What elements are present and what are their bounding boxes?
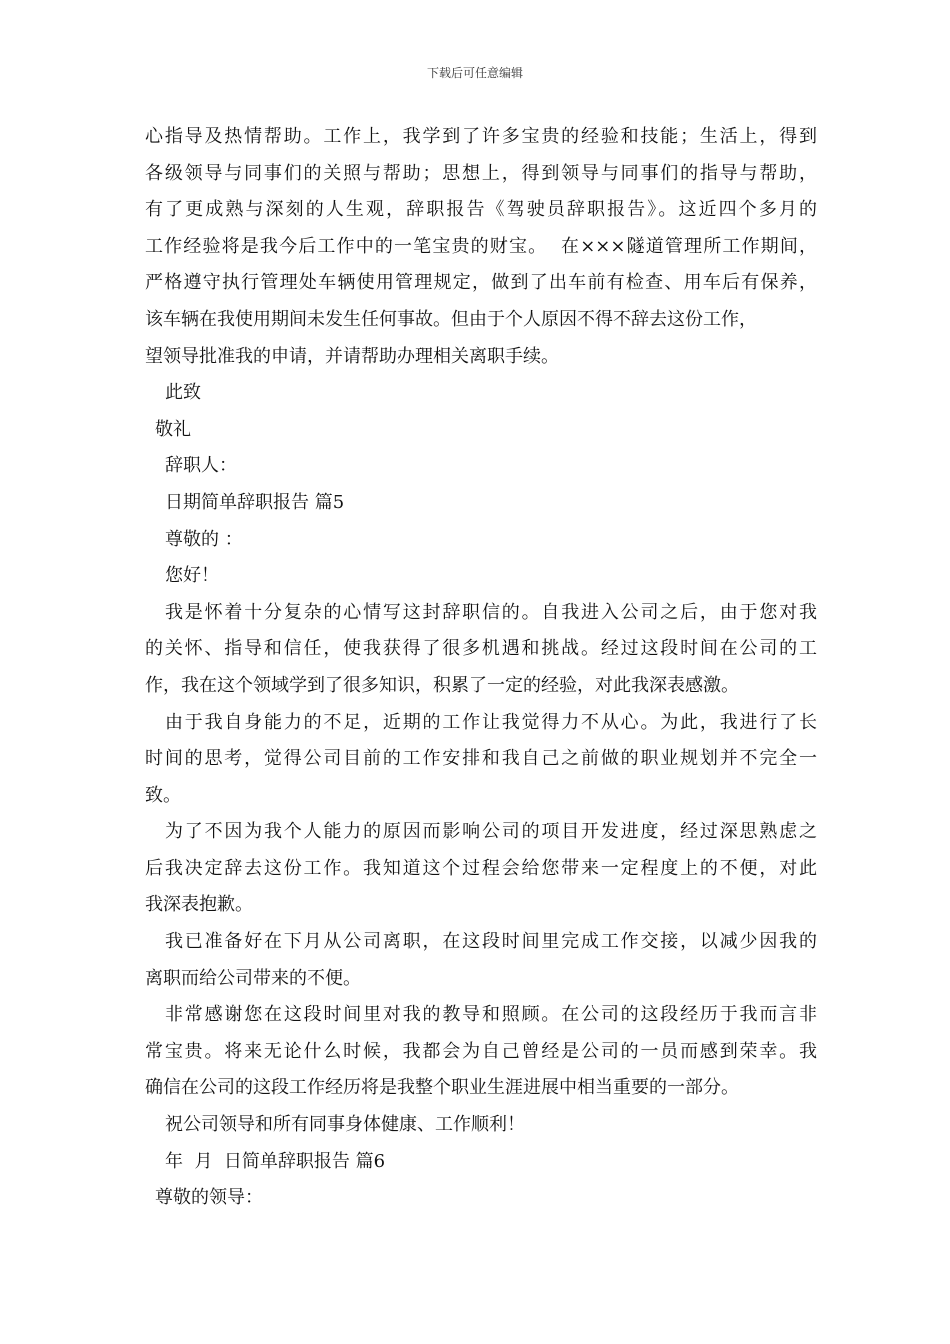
text-line: 确信在公司的这段工作经历将是我整个职业生涯进展中相当重要的一部分。 bbox=[145, 1077, 739, 1099]
text-line: 离职而给公司带来的不便。 bbox=[145, 967, 361, 989]
text-line: 常宝贵。将来无论什么时候，我都会为自己曾经是公司的一员而感到荣幸。我 bbox=[145, 1040, 817, 1062]
text-line: 的关怀、指导和信任，使我获得了很多机遇和挑战。经过这段时间在公司的工 bbox=[145, 638, 817, 660]
text-line: 我是怀着十分复杂的心情写这封辞职信的。自我进入公司之后，由于您对我 bbox=[165, 601, 817, 623]
greeting: 您好！ bbox=[165, 565, 219, 587]
text-line: 非常感谢您在这段时间里对我的教导和照顾。在公司的这段经历于我而言非 bbox=[165, 1004, 817, 1026]
text-line: 我已准备好在下月从公司离职，在这段时间里完成工作交接，以减少因我的 bbox=[165, 931, 817, 953]
text-line: 该车辆在我使用期间未发生任何事故。但由于个人原因不得不辞去这份工作， bbox=[145, 308, 757, 330]
text-line: 严格遵守执行管理处车辆使用管理规定，做到了出车前有检查、用车后有保养， bbox=[145, 272, 817, 294]
text-line: 由于我自身能力的不足，近期的工作让我觉得力不从心。为此，我进行了长 bbox=[165, 711, 817, 733]
text-line: 心指导及热情帮助。工作上，我学到了许多宝贵的经验和技能；生活上，得到 bbox=[145, 126, 817, 147]
closing-regards: 敬礼 bbox=[155, 418, 191, 440]
text-line: 有了更成熟与深刻的人生观，辞职报告《驾驶员辞职报告》。这近四个多月的 bbox=[145, 199, 817, 221]
text-line: 作，我在这个领域学到了很多知识，积累了一定的经验，对此我深表感激。 bbox=[145, 674, 739, 696]
text-line: 后我决定辞去这份工作。我知道这个过程会给您带来一定程度上的不便，对此 bbox=[145, 857, 817, 879]
signature-label: 辞职人： bbox=[165, 455, 237, 477]
document-body bbox=[145, 119, 817, 1217]
text-line: 时间的思考，觉得公司目前的工作安排和我自己之前做的职业规划并不完全一 bbox=[145, 748, 817, 770]
page-header: 下载后可任意编辑 bbox=[426, 66, 523, 80]
section-title: 年 月 日简单辞职报告 篇6 bbox=[165, 1150, 386, 1172]
closing-salutation: 此致 bbox=[165, 382, 201, 404]
text-line: 祝公司领导和所有同事身体健康、工作顺利！ bbox=[165, 1114, 525, 1136]
text-line: 致。 bbox=[145, 784, 181, 806]
greeting-recipient: 尊敬的领导： bbox=[155, 1187, 263, 1209]
text-line: 我深表抱歉。 bbox=[145, 894, 253, 916]
text-line: 为了不因为我个人能力的原因而影响公司的项目开发进度，经过深思熟虑之 bbox=[165, 821, 817, 843]
section-title: 日期简单辞职报告 篇5 bbox=[165, 491, 345, 513]
text-line: 望领导批准我的申请，并请帮助办理相关离职手续。 bbox=[145, 345, 559, 367]
text-line: 各级领导与同事们的关照与帮助；思想上，得到领导与同事们的指导与帮助， bbox=[145, 162, 817, 184]
greeting-recipient: 尊敬的 ： bbox=[165, 528, 243, 550]
text-line: 工作经验将是我今后工作中的一笔宝贵的财宝。 在×××隧道管理所工作期间， bbox=[145, 235, 817, 257]
